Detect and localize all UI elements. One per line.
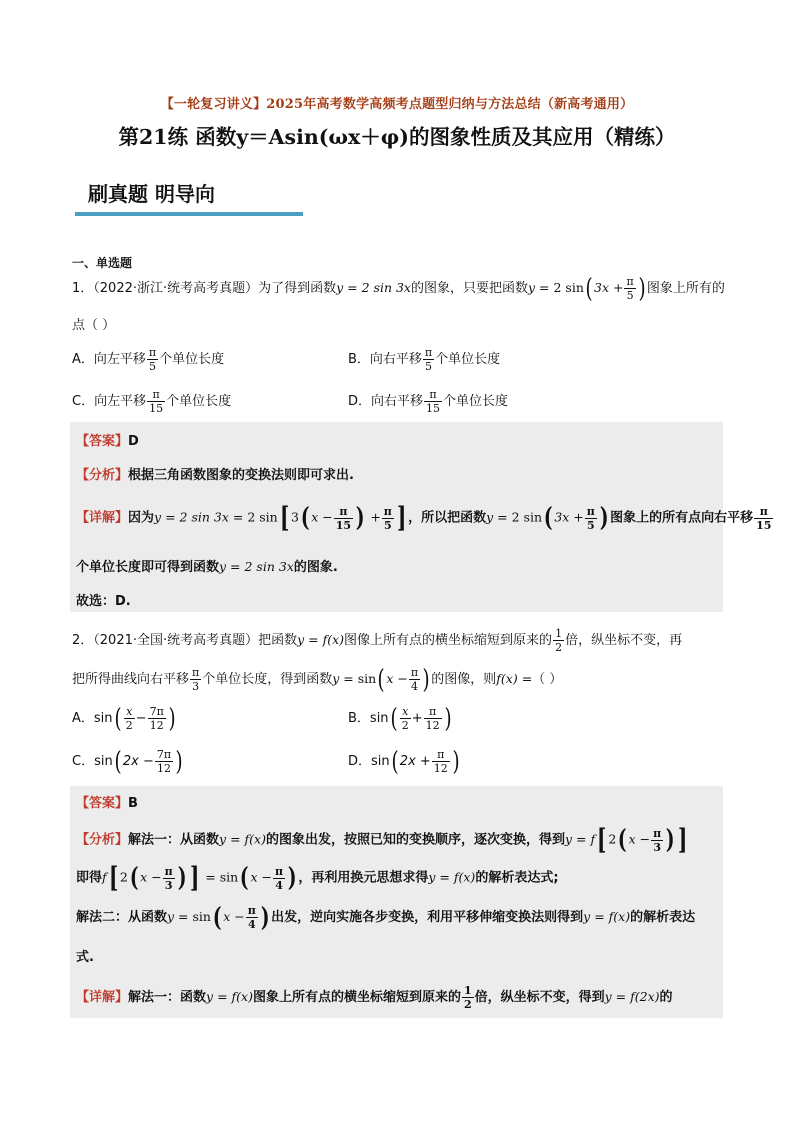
q2-option-c [72,748,184,775]
q2-detail [76,984,673,1011]
frac-den: 4 [275,878,283,892]
fraction [424,705,442,732]
fraction [124,705,135,732]
paren-open: ( [240,863,249,893]
paren-open: ( [300,503,310,533]
frac-num: 1 [463,984,472,997]
q2-answer [76,792,138,811]
math-2: 2 [608,831,617,847]
paren-open: ( [390,703,398,734]
q2-stem-d: 把所得曲线向右平移 [72,672,190,687]
fraction [163,865,175,892]
option-unit: 个单位长度 [159,352,225,367]
frac-num: π [164,864,173,878]
frac-den: 15 [426,402,441,415]
fraction [432,748,450,775]
frac-den: 2 [463,998,472,1011]
frac-den: 5 [149,360,157,373]
detail-b: 图象上所有点的横坐标缩短到原来的 [252,990,461,1005]
frac-num: x [124,705,135,719]
math-2sin: 2 sin [247,509,278,525]
paren-close: ) [355,503,365,533]
bracket-open: [ [108,861,118,894]
frac-den: 15 [149,402,164,415]
math-x-minus: x − [250,869,272,885]
frac-num: π [410,666,419,679]
frac-den: 5 [586,518,595,532]
q2-analysis-3 [76,904,695,931]
math-y: y [219,831,227,847]
q1-option-a [72,346,224,373]
frac-num: π [147,388,165,402]
q1-stem-line2: 点（ ） [72,318,116,333]
detail-e: 的图象. [293,560,338,575]
math-eq: = [304,632,323,647]
detail-d: 的 [659,990,673,1005]
analysis-tag: 【分析】 [76,468,129,483]
paren-open: ( [129,863,139,893]
option-unit: 个单位长度 [443,394,509,409]
answer-value: D [128,434,139,449]
paren-close: ) [444,703,452,734]
fraction [400,705,411,732]
frac-num: π [626,275,634,288]
paren-close: ) [260,902,270,933]
frac-num: π [424,388,442,402]
paren-open: ( [114,703,122,734]
math-eq: = [161,509,180,525]
math-f2x: f(2x) [630,989,660,1004]
frac-num: 1 [555,627,563,640]
detail-d: 个单位长度即可得到函数 [76,560,220,575]
q2-analysis-1 [76,823,690,856]
math-eq: = [174,909,193,924]
q1-analysis [76,464,354,483]
paren-close: ) [287,863,297,893]
math-3x-plus: 3x + [554,509,584,525]
frac-num: π [192,666,200,679]
q2-stem-line2 [72,666,562,693]
bracket-open: [ [279,501,289,534]
q1-stem-b: 的图象，只要把函数 [410,281,528,296]
math-fx: f(x) [608,909,631,924]
frac-den: 12 [425,719,440,732]
fraction [423,346,434,373]
math-eq: = [435,869,454,885]
series-header: 【一轮复习讲义】2025年高考数学高频考点题型归纳与方法总结（新高考通用） [160,97,634,112]
frac-den: 15 [756,518,772,532]
q1-answer-box [70,422,772,612]
bracket-close: ] [190,861,200,894]
fraction [553,627,564,654]
math-2sin: 2 sin [553,280,584,295]
detail-c: 图象上的所有点向右平移 [610,510,754,526]
frac-num: π [653,826,662,840]
answer-tag: 【答案】 [76,434,129,449]
paren-open: ( [114,746,122,777]
math-eq: = [339,671,358,686]
q2-option-a: A．sin( $\frac{x}{2}$ − $\frac{7\pi}{12}$ ) [72,703,176,734]
paren-close: ) [175,746,183,777]
frac-den: 12 [149,719,164,732]
math-eq: = [226,559,245,574]
section-underline [75,212,303,216]
detail-a: 因为 [128,510,155,526]
math-y: y [167,909,175,924]
frac-den: 2 [401,719,409,732]
fraction [409,666,420,693]
q2-analysis-2 [76,861,559,894]
fraction [462,984,474,1011]
q1-option-c [72,388,231,415]
paren-open: ( [377,664,385,695]
frac-den: 4 [410,680,418,693]
q1-detail-line2 [76,556,338,575]
math-2sin: 2 sin [511,509,542,525]
math-x-minus: x − [628,831,651,847]
bracket-open: [ [597,823,607,856]
q2-stem-f: 的图像，则 [431,672,497,687]
frac-num: π [148,346,157,359]
paren-close: ) [599,503,609,533]
math-y: y [297,632,305,647]
paren-close: ) [177,863,187,893]
frac-num: 7π [156,748,172,761]
frac-den: 5 [626,289,634,302]
q1-detail [76,501,774,534]
analysis-b: ，再利用换元思想求得 [298,870,429,886]
math-eq: = [590,909,609,924]
q2-stem-a: 2．（2021·全国·统考高考真题）把函数 [72,633,298,648]
q2-stem-g: （ ） [532,672,563,687]
option-label: C．向左平移 [72,394,147,409]
q1-option-b [348,346,500,373]
math-eq: = [572,831,591,847]
math-y: y [154,509,162,525]
subheading: 一、单选题 [72,256,133,270]
math-eq: = [343,280,362,295]
math-fx: f(x) [244,831,266,847]
frac-den: 5 [425,360,433,373]
math-sin: sin [192,909,211,924]
math-fx: f(x) [453,869,476,885]
frac-num: π [247,904,256,917]
q1-answer [76,430,139,449]
q2-analysis-4: 式. [76,950,94,965]
option-label: A． [72,711,94,726]
math-y: y [486,509,494,525]
math-eq: = [535,280,554,295]
answer-tag: 【答案】 [76,796,129,811]
math-plus: + [366,509,381,525]
math-2x-plus: 2x + [399,754,431,769]
section-title: 刷真题 明导向 [88,182,215,206]
detail-b: ，所以把函数 [408,510,487,526]
q1-option-d [348,388,508,415]
math-sin: sin [371,754,390,769]
analysis-a: 解法一：从函数 [128,832,220,848]
fraction [585,505,597,532]
fraction [155,748,173,775]
q2-stem-c: 倍，纵坐标不变，再 [565,633,683,648]
frac-den: 4 [247,918,256,931]
paren-open: ( [212,902,222,933]
frac-num: x [400,705,411,719]
page-title: 第21练 函数y＝Asin(ωx＋φ)的图象性质及其应用（精练） [118,125,676,149]
analysis-text: 根据三角函数图象的变换法则即可求出. [128,468,354,483]
fraction [273,865,285,892]
math-eq: = [201,869,220,885]
option-label: D．向右平移 [348,394,424,409]
paren-close: ) [168,703,176,734]
math-sin: sin [93,711,113,726]
analysis-c: 的解析表达 [630,910,696,925]
frac-num: π [586,504,595,518]
option-unit: 个单位长度 [435,352,501,367]
fraction [754,505,773,532]
math-fx: f(x) [322,632,345,647]
frac-den: 15 [335,518,352,532]
math-eq: = [228,509,248,525]
frac-num: 7π [149,705,164,718]
paren-open: ( [585,273,593,304]
paren-close: ) [638,273,646,304]
frac-den: 2 [555,641,563,654]
q1-choice: 故选：D. [76,594,131,609]
q2-stem-b: 图像上所有点的横坐标缩短到原来的 [344,633,553,648]
fraction [147,346,158,373]
fraction [190,666,201,693]
frac-den: 2 [125,719,133,732]
paren-open: ( [618,825,627,855]
fraction [624,275,635,302]
math-3x-plus: 3x + [594,280,624,295]
detail-tag: 【详解】 [76,990,129,1005]
paren-close: ) [452,746,460,777]
option-label: D． [348,754,372,769]
frac-num: π [424,346,433,359]
fraction [382,505,394,532]
math-sin: sin [357,671,377,686]
math-2x-minus: 2x − [122,754,154,769]
fraction [334,505,353,532]
q2-stem [72,627,682,654]
math-f: f [590,831,596,847]
fraction [246,904,258,931]
q2-option-b: B．sin( $\frac{x}{2}$ + $\frac{\pi}{12}$ ) [348,703,452,734]
math-2sin3x: 2 sin 3x [361,280,411,295]
answer-value: B [128,796,138,811]
frac-den: 3 [192,680,200,693]
math-y: y [604,989,612,1004]
fraction [147,388,165,415]
paren-open: ( [391,746,399,777]
math-x-minus: x − [223,909,245,924]
paren-close: ) [666,825,675,855]
analysis-b: 出发，逆向实施各步变换，利用平移伸缩变换法则得到 [271,910,584,925]
frac-den: 12 [156,762,171,775]
math-y: y [583,909,591,924]
q2-answer-box [70,786,723,1018]
math-2sin3x: 2 sin 3x [179,509,229,525]
analysis-a: 即得 [76,870,103,886]
detail-c: 倍，纵坐标不变，得到 [474,990,605,1005]
math-y: y [336,280,344,295]
math-eq: = [213,989,232,1004]
math-2sin3x: 2 sin 3x [244,559,294,574]
frac-den: 12 [433,762,448,775]
q1-stem [72,275,725,302]
fraction [424,388,442,415]
bracket-close: ] [678,823,688,856]
math-x-minus: x − [140,869,162,885]
math-2: 2 [119,869,128,885]
option-label: B． [348,711,370,726]
math-eq: = [611,989,631,1004]
option-label: B．向右平移 [348,352,422,367]
analysis-a: 解法二：从函数 [76,910,168,925]
math-f: f [102,869,107,885]
math-eq: = [517,671,533,686]
fraction [148,705,166,732]
math-eq: = [493,509,512,525]
q2-option-d [348,748,461,775]
frac-num: π [334,505,353,519]
paren-open: ( [543,503,553,533]
math-eq: = [226,831,245,847]
fraction [651,827,663,854]
q1-stem-c: 图象上所有的 [646,281,725,296]
math-y: y [206,989,214,1004]
q1-stem-a: 1．（2022·浙江·统考高考真题）为了得到函数 [72,281,337,296]
math-sin: sin [369,711,389,726]
math-y: y [219,559,227,574]
frac-num: π [432,748,450,762]
math-y: y [528,280,536,295]
option-label: C． [72,754,95,769]
math-y: y [332,671,340,686]
frac-den: 3 [164,878,173,892]
bracket-close: ] [396,501,407,534]
math-fx: f(x) [496,671,518,686]
frac-num: π [424,705,442,719]
option-label: A．向左平移 [72,352,146,367]
frac-num: π [383,504,392,518]
frac-den: 3 [653,840,661,854]
math-y: y [428,869,436,885]
analysis-b: 的图象出发，按照已知的变换顺序，逐次变换，得到 [265,832,565,848]
math-x-minus: x − [311,509,333,525]
frac-num: π [754,505,773,519]
math-y: y [564,831,573,847]
detail-a: 解法一：函数 [128,990,207,1005]
math-3: 3 [290,509,299,525]
frac-num: π [275,864,284,878]
detail-tag: 【详解】 [76,510,129,526]
math-fx: f(x) [231,989,253,1004]
frac-den: 5 [384,518,392,532]
q2-stem-e: 个单位长度，得到函数 [202,672,333,687]
math-sin: sin [94,754,113,769]
math-x-minus: x − [386,671,408,686]
analysis-tag: 【分析】 [76,832,129,848]
paren-close: ) [422,664,430,695]
math-sin: sin [219,869,239,885]
option-unit: 个单位长度 [166,394,232,409]
analysis-c: 的解析表达式; [475,870,559,886]
